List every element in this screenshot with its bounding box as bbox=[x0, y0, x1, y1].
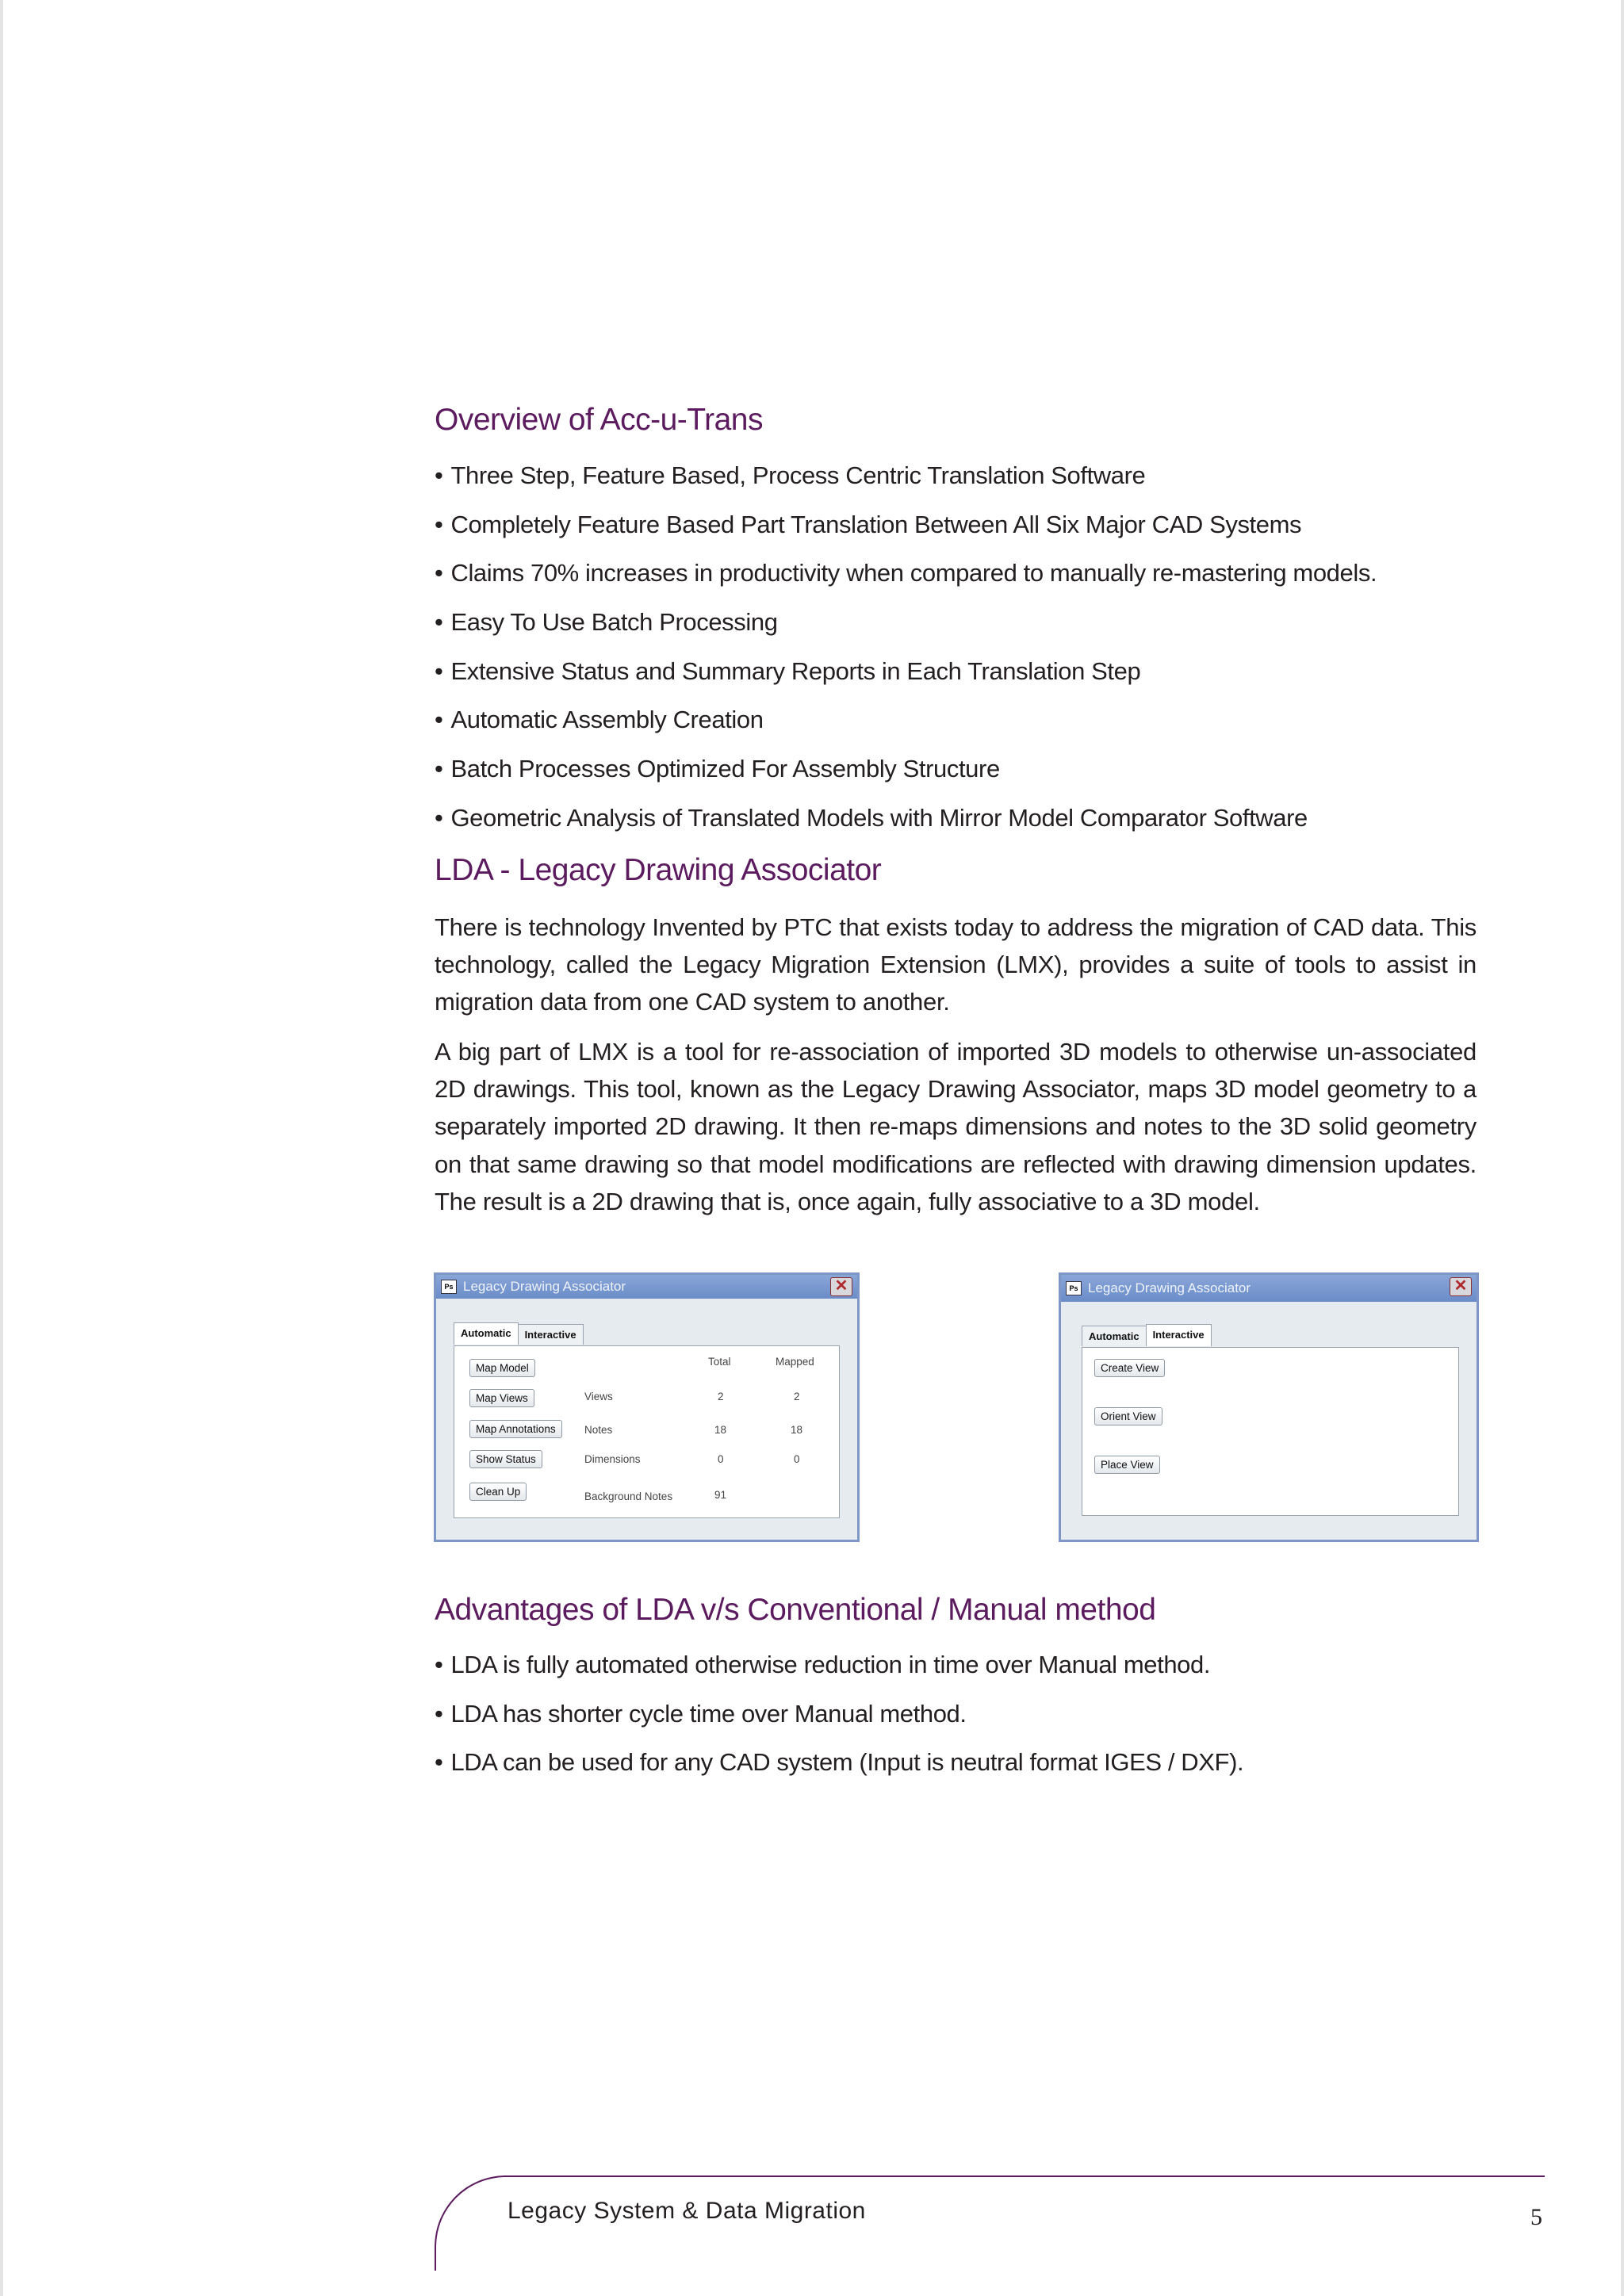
dialog-titlebar bbox=[1061, 1275, 1477, 1302]
list-item: • Three Step, Feature Based, Process Centric Translation Software bbox=[435, 460, 1377, 492]
row-label-notes: Notes bbox=[584, 1424, 613, 1436]
row-total-views: 2 bbox=[718, 1391, 724, 1402]
dialog-titlebar bbox=[436, 1275, 857, 1299]
app-icon: Ps bbox=[1066, 1281, 1082, 1295]
lda-interactive-dialog-image bbox=[1059, 1272, 1479, 1542]
tab-bar bbox=[1082, 1326, 1211, 1346]
lda-automatic-dialog-image bbox=[434, 1272, 860, 1542]
footer-title: Legacy System & Data Migration bbox=[508, 2198, 866, 2224]
map-annotations-button: Map Annotations bbox=[469, 1420, 562, 1438]
map-model-button: Map Model bbox=[469, 1359, 535, 1377]
row-mapped-notes: 18 bbox=[791, 1424, 803, 1436]
page-left-edge bbox=[0, 0, 3, 2296]
place-view-button: Place View bbox=[1094, 1456, 1160, 1474]
list-item: • LDA can be used for any CAD system (Input is neutral format IGES / DXF). bbox=[435, 1747, 1243, 1778]
overview-heading: Overview of Acc-u-Trans bbox=[435, 403, 763, 437]
tab-interactive: Interactive bbox=[1146, 1324, 1212, 1346]
row-label-dimensions: Dimensions bbox=[584, 1453, 641, 1465]
page-right-edge bbox=[1621, 0, 1624, 2296]
dialog-body bbox=[1061, 1302, 1477, 1540]
column-header-total: Total bbox=[708, 1356, 731, 1368]
close-icon: ✕ bbox=[1450, 1277, 1472, 1296]
list-item: • LDA has shorter cycle time over Manual method. bbox=[435, 1698, 1243, 1730]
map-views-button: Map Views bbox=[469, 1389, 534, 1407]
list-item: • Geometric Analysis of Translated Models with Mirror Model Comparator Software bbox=[435, 802, 1377, 834]
lda-heading: LDA - Legacy Drawing Associator bbox=[435, 853, 882, 887]
row-total-background-notes: 91 bbox=[714, 1489, 727, 1501]
tab-automatic: Automatic bbox=[1082, 1326, 1147, 1346]
row-label-views: Views bbox=[584, 1391, 613, 1402]
dialog-title: Legacy Drawing Associator bbox=[463, 1279, 626, 1294]
show-status-button: Show Status bbox=[469, 1450, 542, 1468]
tab-bar bbox=[454, 1324, 583, 1345]
list-item: • LDA is fully automated otherwise reduction in time over Manual method. bbox=[435, 1649, 1243, 1681]
tab-automatic: Automatic bbox=[454, 1322, 519, 1345]
page-number: 5 bbox=[1530, 2204, 1542, 2230]
list-item: • Completely Feature Based Part Translation Between All Six Major CAD Systems bbox=[435, 509, 1377, 541]
row-mapped-views: 2 bbox=[794, 1391, 800, 1402]
tab-interactive: Interactive bbox=[518, 1324, 584, 1345]
create-view-button: Create View bbox=[1094, 1359, 1165, 1377]
overview-bullet-list bbox=[435, 460, 1377, 851]
list-item: • Automatic Assembly Creation bbox=[435, 704, 1377, 736]
dialog-body bbox=[436, 1299, 857, 1540]
list-item: • Batch Processes Optimized For Assembly Structure bbox=[435, 753, 1377, 785]
row-mapped-dimensions: 0 bbox=[794, 1453, 800, 1465]
row-total-notes: 18 bbox=[714, 1424, 727, 1436]
lda-paragraph-2: A big part of LMX is a tool for re-association of imported 3D models to otherwise un-associated 2D drawings. This tool, known as the Legacy Drawing Associator, maps 3D model geometry to a separately imported 2D drawing. It then re-maps dimensions and notes to the 3D solid geometry on that same drawing so that model modifications are reflected with drawing dimension updates. The result is a 2D drawing that is, once again, fully associative to a 3D model. bbox=[435, 1038, 1477, 1215]
orient-view-button: Orient View bbox=[1094, 1407, 1162, 1425]
tab-panel bbox=[1082, 1347, 1459, 1516]
advantages-heading: Advantages of LDA v/s Conventional / Manual method bbox=[435, 1593, 1156, 1627]
column-header-mapped: Mapped bbox=[776, 1356, 814, 1368]
app-icon: Ps bbox=[441, 1280, 457, 1294]
tab-panel bbox=[454, 1345, 840, 1518]
close-icon: ✕ bbox=[830, 1277, 852, 1296]
list-item: • Extensive Status and Summary Reports in Each Translation Step bbox=[435, 656, 1377, 687]
clean-up-button: Clean Up bbox=[469, 1483, 527, 1501]
lda-paragraph-1: There is technology Invented by PTC that exists today to address the migration of CAD data. This technology, called the Legacy Migration Extension (LMX), provides a suite of tools to assist in migration data from one CAD system to another. bbox=[435, 913, 1477, 1016]
list-item: • Easy To Use Batch Processing bbox=[435, 607, 1377, 638]
dialog-title: Legacy Drawing Associator bbox=[1088, 1280, 1251, 1295]
advantages-bullet-list bbox=[435, 1649, 1243, 1796]
row-total-dimensions: 0 bbox=[718, 1453, 724, 1465]
list-item: • Claims 70% increases in productivity when compared to manually re-mastering models. bbox=[435, 557, 1377, 589]
row-label-background-notes: Background Notes bbox=[584, 1490, 673, 1502]
